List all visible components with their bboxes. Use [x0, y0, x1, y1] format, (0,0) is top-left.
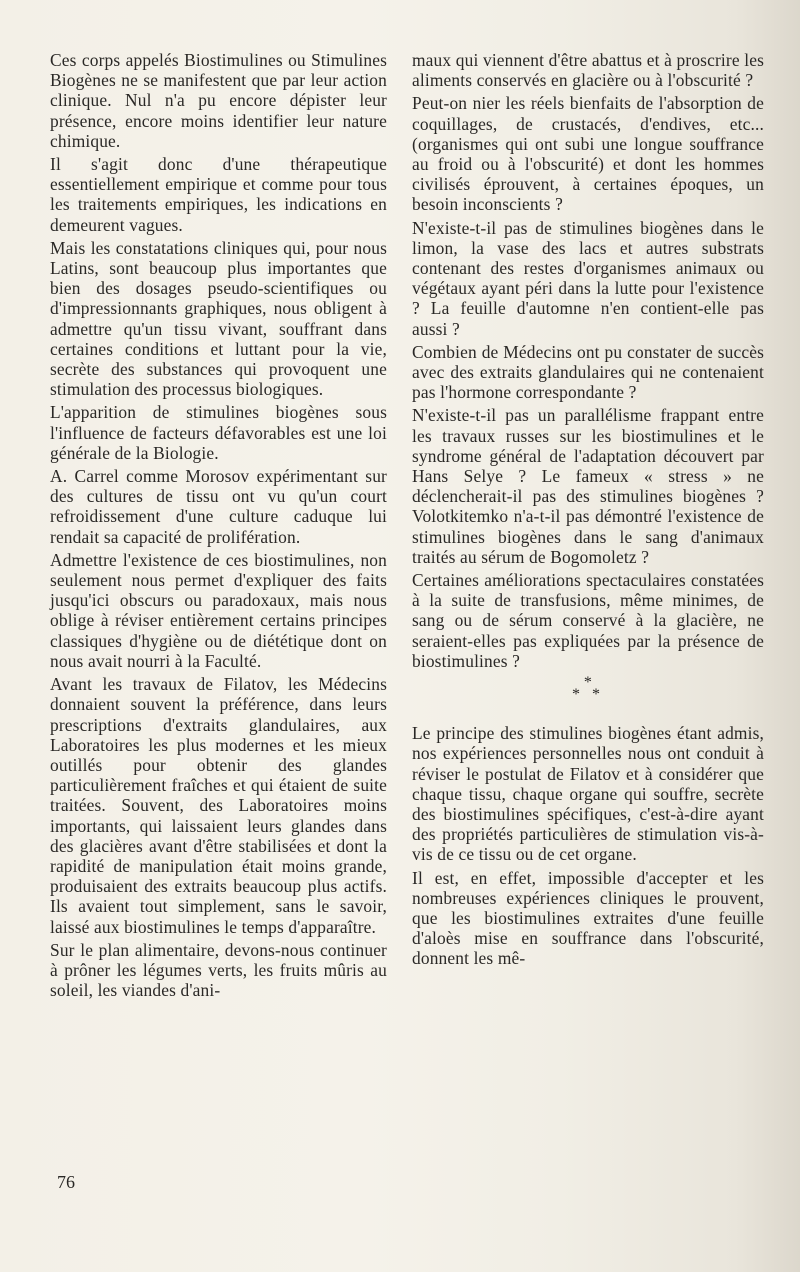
paragraph: Sur le plan alimentaire, devons-nous continuer à prôner les légumes verts, les fruits mûris au soleil, les viandes d'ani- — [50, 939, 387, 1001]
paragraph: A. Carrel comme Morosov expérimentant sur des cultures de tissu ont vu qu'un court refroidissement d'une culture caduque lui rendait sa capacité de prolifération. — [50, 466, 387, 547]
paragraph: Certaines améliorations spectaculaires constatées à la suite de transfusions, même minimes, de sang ou de sérum conservé à la glacière, ne seraient-elles pas expliquées par la présence de biostimulines ? — [412, 570, 764, 671]
paragraph: Avant les travaux de Filatov, les Médecins donnaient souvent la préférence, dans leurs prescriptions d'extraits glandulaires, aux Laboratoires les plus modernes et les mieux outillés pour obtenir des glandes particulièrement fraîches et qui étaient de suite traitées. Souvent, des Laboratoires moins importants, qui laissaient leurs glandes dans des glacières avant d'être stabilisées et dont la rapidité de manipulation était moins grande, produisaient des extraits beaucoup plus actifs. Ils avaient tout simplement, sans le savoir, laissé aux biostimulines le temps d'apparaître. — [50, 674, 387, 937]
paragraph: Peut-on nier les réels bienfaits de l'absorption de coquillages, de crustacés, d'endives, etc... (organismes qui ont subi une longue souffrance au froid ou à l'obscurité) et dont les hommes civilisés éprouvent, à certaines époques, un besoin inconscients ? — [412, 93, 764, 215]
paragraph: N'existe-t-il pas de stimulines biogènes dans le limon, la vase des lacs et autres substrats contenant des restes d'organismes animaux ou végétaux ayant péri dans la lutte pour l'existence ? La feuille d'automne n'en contient-elle pas aussi ? — [412, 217, 764, 339]
paragraph: Il est, en effet, impossible d'accepter et les nombreuses expériences cliniques le prouvent, que les biostimulines extraites d'une feuille d'aloès mise en souffrance dans l'obscurité, donnent les mê- — [412, 867, 764, 969]
paragraph: Admettre l'existence de ces biostimulines, non seulement nous permet d'expliquer des faits jusqu'ici obscurs ou paradoxaux, mais nous oblige à réviser entièrement certains principes classiques d'hygiène ou de diététique dont on nous avait nourri à la Faculté. — [50, 549, 387, 671]
asterism-bottom: * * — [572, 686, 604, 704]
paragraph: Mais les constatations cliniques qui, pour nous Latins, sont beaucoup plus importantes que bien des dosages pseudo-scientifiques ou d'impressionnants graphiques, nous obligent à admettre qu'un tissu vivant, souffrant dans certaines conditions et luttant pour la vie, secrète des substances qui provoquent une stimulation des processus biologiques. — [50, 237, 387, 400]
paragraph: Il s'agit donc d'une thérapeutique essentiellement empirique et comme pour tous les traitements empiriques, les indications en demeurent vagues. — [50, 154, 387, 235]
paragraph: N'existe-t-il pas un parallélisme frappant entre les travaux russes sur les biostimulines et le syndrome général de l'adaptation découvert par Hans Selye ? Le fameux « stress » ne déclencherait-il pas des stimulines biogènes ? Volotkitemko n'a-t-il pas démontré l'existence de stimulines biogènes dans le sang d'animaux traités au sérum de Bogomoletz ? — [412, 405, 764, 567]
page-number: 76 — [57, 1172, 75, 1192]
paragraph: Le principe des stimulines biogènes étant admis, nos expériences personnelles nous ont conduit à réviser le postulat de Filatov et à considérer que chaque tissu, chaque organe qui souffre, secrète des biostimulines spécifiques, c'est-à-dire ayant des propriétés particulières de stimulation vis-à-vis de ce tissu ou de cet organe. — [412, 723, 764, 865]
paragraph: L'apparition de stimulines biogènes sous l'influence de facteurs défavorables est une loi générale de la Biologie. — [50, 402, 387, 463]
right-column — [412, 50, 764, 972]
paragraph: maux qui viennent d'être abattus et à proscrire les aliments conservés en glacière ou à l'obscurité ? — [412, 50, 764, 91]
paragraph: Combien de Médecins ont pu constater de succès avec des extraits glandulaires qui ne contenaient pas l'hormone correspondante ? — [412, 341, 764, 403]
asterism-top: * — [583, 674, 593, 692]
left-column — [50, 50, 387, 1003]
paragraph: Ces corps appelés Biostimulines ou Stimulines Biogènes ne se manifestent que par leur action clinique. Nul n'a pu encore dépister leur présence, encore moins identifier leur nature chimique. — [50, 50, 387, 151]
section-separator — [412, 674, 764, 704]
